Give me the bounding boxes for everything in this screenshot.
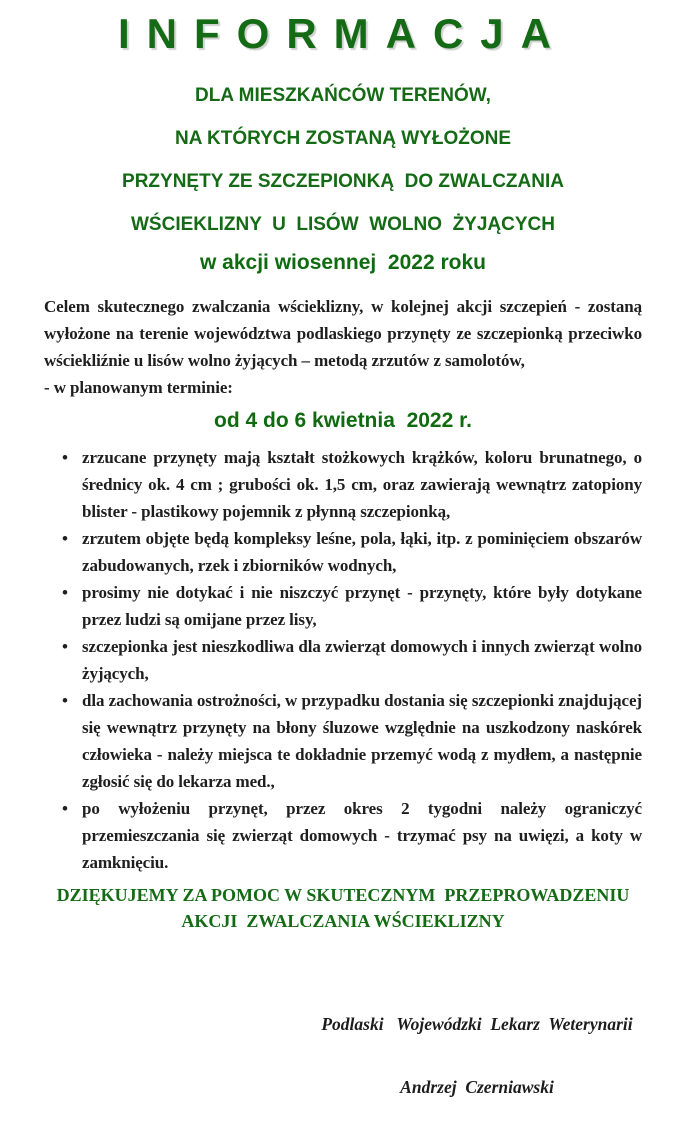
header-line-2: NA KTÓRYCH ZOSTANĄ WYŁOŻONE [175, 128, 511, 149]
intro-terminie-line: - w planowanym terminie: [44, 378, 233, 397]
bullet-dot-icon: • [62, 583, 68, 602]
thanks-block [0, 882, 686, 934]
list-item [44, 579, 642, 633]
intro-paragraph: Celem skutecznego zwalczania wścieklizny, w kolejnej akcji szczepień - zostaną wyłożone na terenie województwa podlaskiego przynęty ze szczepionką przeciwko wściekliźnie u lisów wolno żyjących – metodą zrzutów z samolotów, [44, 297, 642, 370]
header-line-1: DLA MIESZKAŃCÓW TERENÓW, [195, 85, 491, 106]
thanks-line-2: AKCJI ZWALCZANIA WŚCIEKLIZNY [181, 911, 505, 931]
bullet-text-do-not-touch: prosimy nie dotykać i nie niszczyć przynęt - przynęty, które były dotykane przez ludzi są omijane przez lisy, [82, 583, 642, 629]
campaign-date-line: od 4 do 6 kwietnia 2022 r. [214, 409, 472, 432]
bullet-text-precautions: dla zachowania ostrożności, w przypadku dostania się szczepionki znajdującej się wewnątrz przynęty na błony śluzowe względnie na uszkodzony naskórek człowieka - należy miejsca te dokładnie przemyć wodą z mydłem, a następnie zgłosić się do lekarza med., [82, 691, 642, 791]
bullet-text-drop-areas: zrzutem objęte będą kompleksy leśne, pola, łąki, itp. z pominięciem obszarów zabudowanych, rzek i zbiorników wodnych, [82, 529, 642, 575]
list-item [44, 687, 642, 795]
notice-page [0, 10, 686, 1097]
header-block [0, 74, 686, 280]
signature-name: Andrzej Czerniawski [400, 1077, 554, 1097]
list-item [44, 633, 642, 687]
bullet-dot-icon: • [62, 529, 68, 548]
signature-title: Podlaski Wojewódzki Lekarz Weterynarii [321, 1014, 633, 1034]
bullet-text-vaccine-safety: szczepionka jest nieszkodliwa dla zwierząt domowych i innych zwierząt wolno żyjących, [82, 637, 642, 683]
bullet-dot-icon: • [62, 691, 68, 710]
bullet-dot-icon: • [62, 448, 68, 467]
header-line-3: PRZYNĘTY ZE SZCZEPIONKĄ DO ZWALCZANIA [122, 171, 564, 192]
bullet-dot-icon: • [62, 637, 68, 656]
header-line-4: WŚCIEKLIZNY U LISÓW WOLNO ŻYJĄCYCH [131, 214, 555, 235]
signature-block [312, 972, 642, 1140]
list-item [44, 525, 642, 579]
bullet-text-baits-shape: zrzucane przynęty mają kształt stożkowych krążków, koloru brunatnego, o średnicy ok. 4 cm ; grubości ok. 1,5 cm, oraz zawierają wewnątrz zatopiony blister - plastikowy pojemnik z płynną szczepionką, [82, 448, 642, 521]
thanks-line-1: DZIĘKUJEMY ZA POMOC W SKUTECZNYM PRZEPROWADZENIU [56, 885, 630, 905]
list-item [44, 795, 642, 876]
bullet-text-pets-restriction: po wyłożeniu przynęt, przez okres 2 tygodni należy ograniczyć przemieszczania się zwierząt domowych - trzymać psy na uwięzi, a koty w zamknięciu. [82, 799, 642, 872]
list-item [44, 444, 642, 525]
season-line: w akcji wiosennej 2022 roku [200, 251, 486, 274]
bullet-dot-icon: • [62, 799, 68, 818]
document-title: INFORMACJA [118, 10, 568, 57]
bullet-list [44, 444, 642, 876]
